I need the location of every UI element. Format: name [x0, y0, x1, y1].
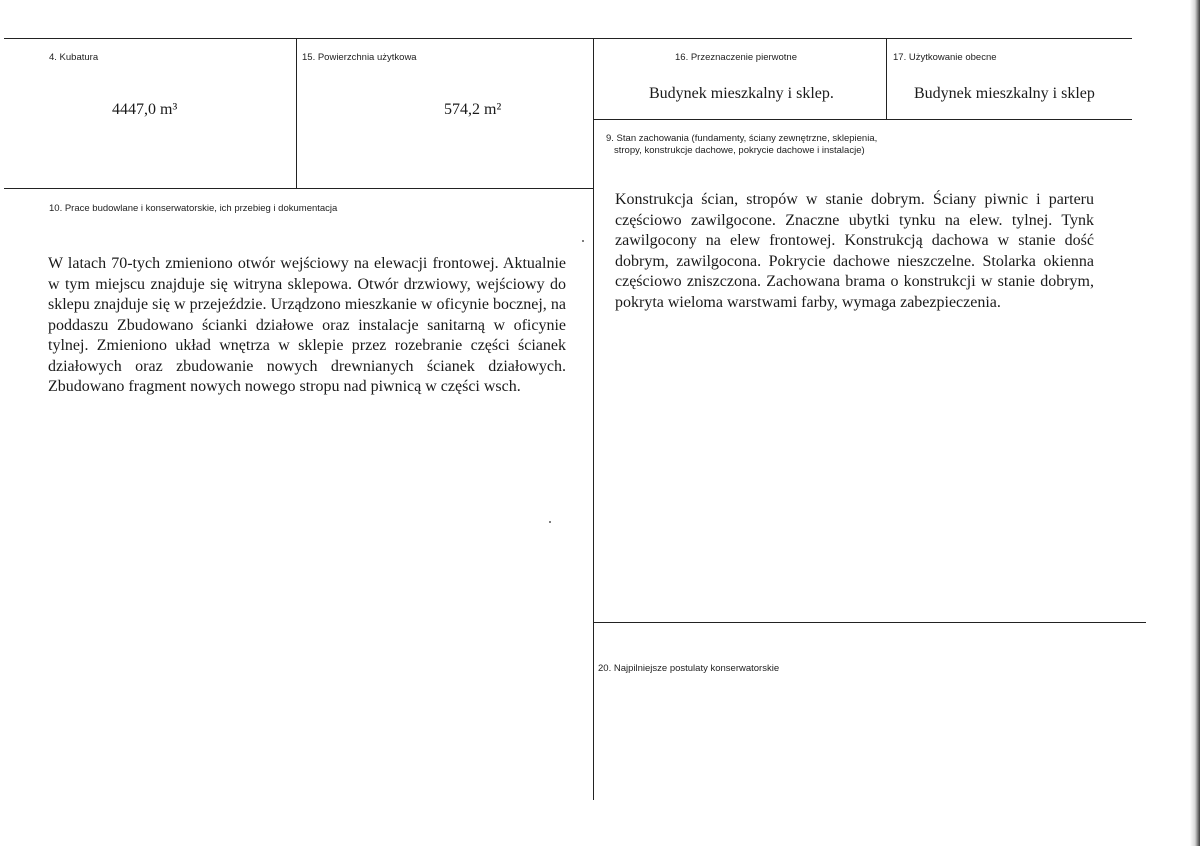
scan-speck — [582, 240, 584, 242]
rule-right-above-20 — [593, 622, 1146, 623]
stan-zachowania-label-line2: stropy, konstrukcje dachowe, pokrycie dachowe i instalacje) — [614, 145, 865, 156]
stan-zachowania-label-line1: 9. Stan zachowania (fundamenty, ściany zewnętrzne, sklepienia, — [606, 133, 878, 144]
scan-speck — [549, 521, 551, 523]
mid-rule-left — [4, 188, 593, 189]
scanned-page-edge — [1190, 0, 1200, 846]
przeznaczenie-label: 16. Przeznaczenie pierwotne — [675, 52, 797, 63]
divider-16-17 — [886, 38, 887, 119]
postulaty-label: 20. Najpilniejsze postulaty konserwatorskie — [598, 663, 780, 674]
prace-text: W latach 70-tych zmieniono otwór wejściowy na elewacji frontowej. Aktualnie w tym miejscu znajduje się witryna sklepowa. Otwór drzwiowy, wejściowy do sklepu znajduje się w przejeździe. Urządzono mieszkanie w oficynie bocznej, na poddaszu Zbudowano ścianki działowe oraz instalacje sanitarną w oficynie tylnej. Zmieniono układ wnętrza w sklepie przez rozebranie części ścianek działowych oraz zbudowanie nowych drewnianych ścianek działowych. Zbudowano fragment nowych nowego stropu nad piwnicą w części wsch. — [48, 255, 566, 395]
uzytkowanie-value: Budynek mieszkalny i sklep — [914, 85, 1095, 102]
stan-zachowania-text: Konstrukcja ścian, stropów w stanie dobrym. Ściany piwnic i parteru częściowo zawilgocone. Znaczne ubytki tynku na elew. tylnej. Tynk zawilgocony na elew frontowej. Konstrukcją dachowa w stanie dość dobrym, zawilgocona. Pokrycie dachowe nieszczelne. Stolarka okienna częściowo zniszczona. Zachowana brama o konstrukcji w stanie dobrym, pokryta wieloma warstwami farby, wymaga zabezpieczenia. — [615, 191, 1094, 311]
powierzchnia-value: 574,2 m² — [444, 101, 502, 118]
divider-center — [593, 38, 594, 800]
prace-label: 10. Prace budowlane i konserwatorskie, ich przebieg i dokumentacja — [49, 203, 338, 214]
powierzchnia-label: 15. Powierzchnia użytkowa — [302, 52, 417, 63]
kubatura-label: 4. Kubatura — [49, 52, 99, 63]
top-rule — [4, 38, 1132, 39]
divider-4-15 — [296, 38, 297, 188]
kubatura-value: 4447,0 m³ — [112, 101, 178, 118]
rule-right-under-16-17 — [593, 119, 1132, 120]
przeznaczenie-value: Budynek mieszkalny i sklep. — [649, 85, 834, 102]
uzytkowanie-label: 17. Użytkowanie obecne — [893, 52, 997, 63]
